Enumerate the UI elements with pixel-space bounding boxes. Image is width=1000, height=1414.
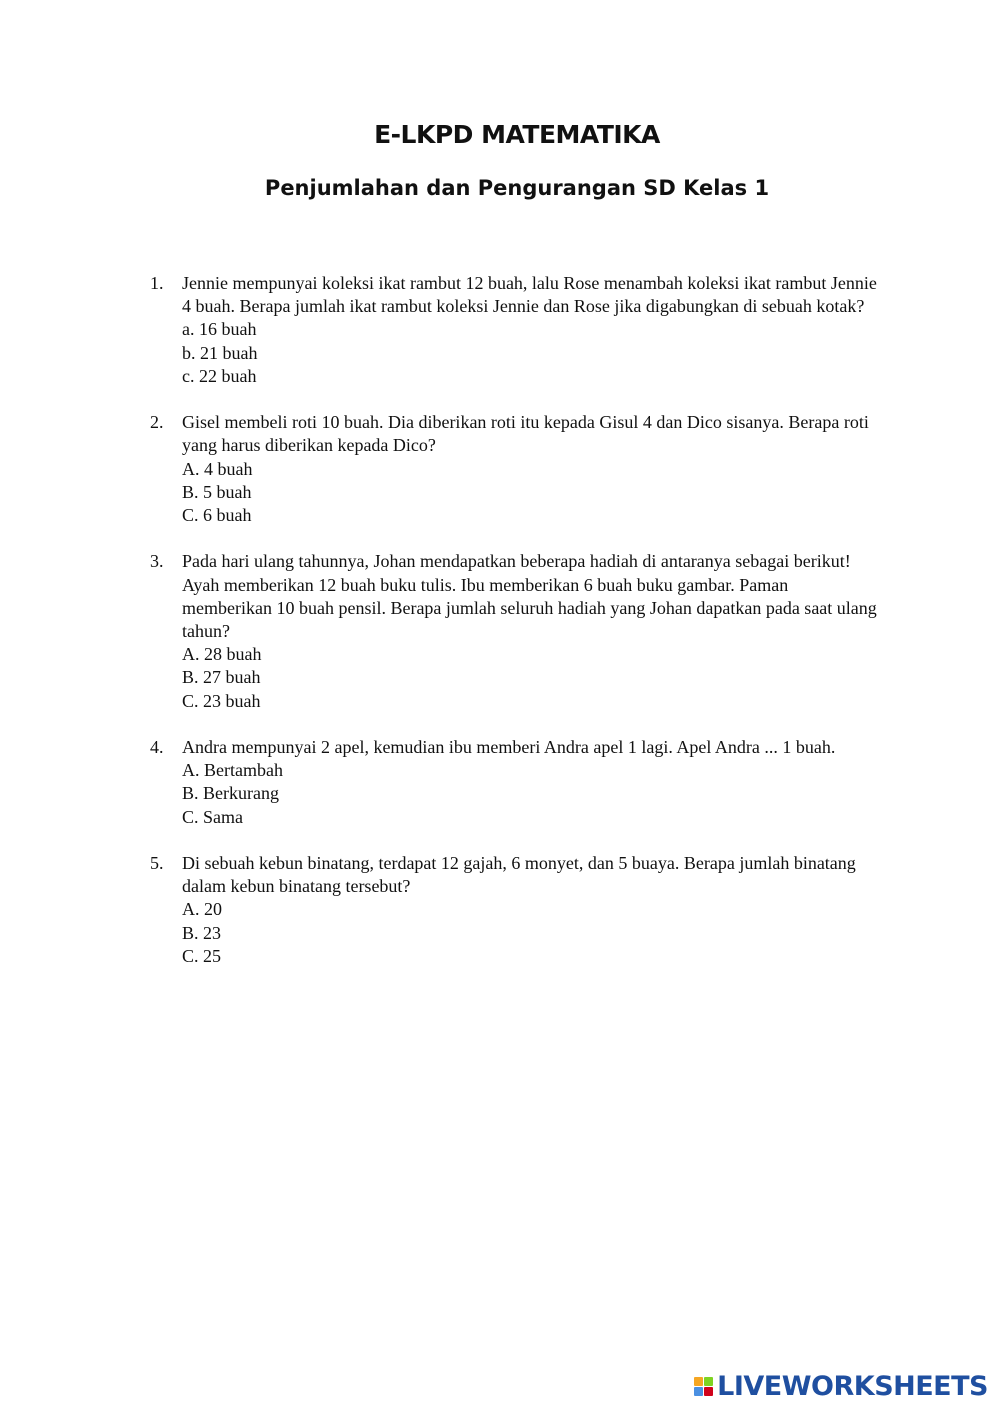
answer-option-b[interactable]: B. 27 buah: [182, 667, 261, 688]
question-5: [150, 852, 880, 968]
answer-option-c[interactable]: C. Sama: [182, 806, 243, 827]
answer-option-b[interactable]: B. 5 buah: [182, 481, 252, 502]
answer-option-c[interactable]: C. 23 buah: [182, 690, 261, 711]
question-number: 4.: [150, 737, 164, 758]
answer-options: [182, 643, 880, 713]
question-text: Jennie mempunyai koleksi ikat rambut 12 buah, lalu Rose menambah koleksi ikat rambut Jennie 4 buah. Berapa jumlah ikat rambut koleksi Jennie dan Rose jika digabungkan di sebuah kotak?: [182, 273, 877, 317]
question-list: [150, 272, 880, 991]
question-4: [150, 736, 880, 829]
question-1: [150, 272, 880, 388]
answer-option-a[interactable]: a. 16 buah: [182, 319, 257, 340]
answer-option-c[interactable]: C. 25: [182, 945, 222, 966]
answer-option-b[interactable]: B. 23: [182, 922, 222, 943]
answer-options: [182, 759, 880, 829]
liveworksheets-logo: [694, 1371, 988, 1402]
answer-options: [182, 898, 880, 968]
answer-options: [182, 318, 880, 388]
question-number: 5.: [150, 853, 164, 874]
answer-option-b[interactable]: B. Berkurang: [182, 783, 279, 804]
liveworksheets-logo-icon: [694, 1377, 713, 1396]
page-subtitle: Penjumlahan dan Pengurangan SD Kelas 1: [264, 176, 770, 200]
answer-option-a[interactable]: A. 4 buah: [182, 458, 253, 479]
answer-option-c[interactable]: c. 22 buah: [182, 365, 257, 386]
question-text: Andra mempunyai 2 apel, kemudian ibu memberi Andra apel 1 lagi. Apel Andra ... 1 buah.: [182, 737, 836, 758]
page-title: E-LKPD MATEMATIKA: [374, 120, 660, 149]
answer-options: [182, 458, 880, 528]
answer-option-a[interactable]: A. 28 buah: [182, 644, 262, 665]
question-text: Gisel membeli roti 10 buah. Dia diberikan roti itu kepada Gisul 4 dan Dico sisanya. Berapa roti yang harus diberikan kepada Dico?: [182, 412, 869, 456]
answer-option-a[interactable]: A. 20: [182, 899, 222, 920]
question-text: Pada hari ulang tahunnya, Johan mendapatkan beberapa hadiah di antaranya sebagai berikut! Ayah memberikan 12 buah buku tulis. Ibu memberikan 6 buah buku gambar. Paman memberikan 10 buah pensil. Berapa jumlah seluruh hadiah yang Johan dapatkan pada saat ulang tahun?: [182, 551, 877, 642]
question-number: 2.: [150, 412, 164, 433]
answer-option-a[interactable]: A. Bertambah: [182, 760, 283, 781]
question-2: [150, 411, 880, 527]
question-number: 1.: [150, 273, 164, 293]
answer-option-c[interactable]: C. 6 buah: [182, 505, 252, 526]
question-number: 3.: [150, 551, 164, 572]
logo-text: LIVEWORKSHEETS: [717, 1371, 988, 1402]
question-text: Di sebuah kebun binatang, terdapat 12 gajah, 6 monyet, dan 5 buaya. Berapa jumlah binatang dalam kebun binatang tersebut?: [182, 853, 856, 897]
question-3: [150, 550, 880, 712]
answer-option-b[interactable]: b. 21 buah: [182, 342, 258, 363]
